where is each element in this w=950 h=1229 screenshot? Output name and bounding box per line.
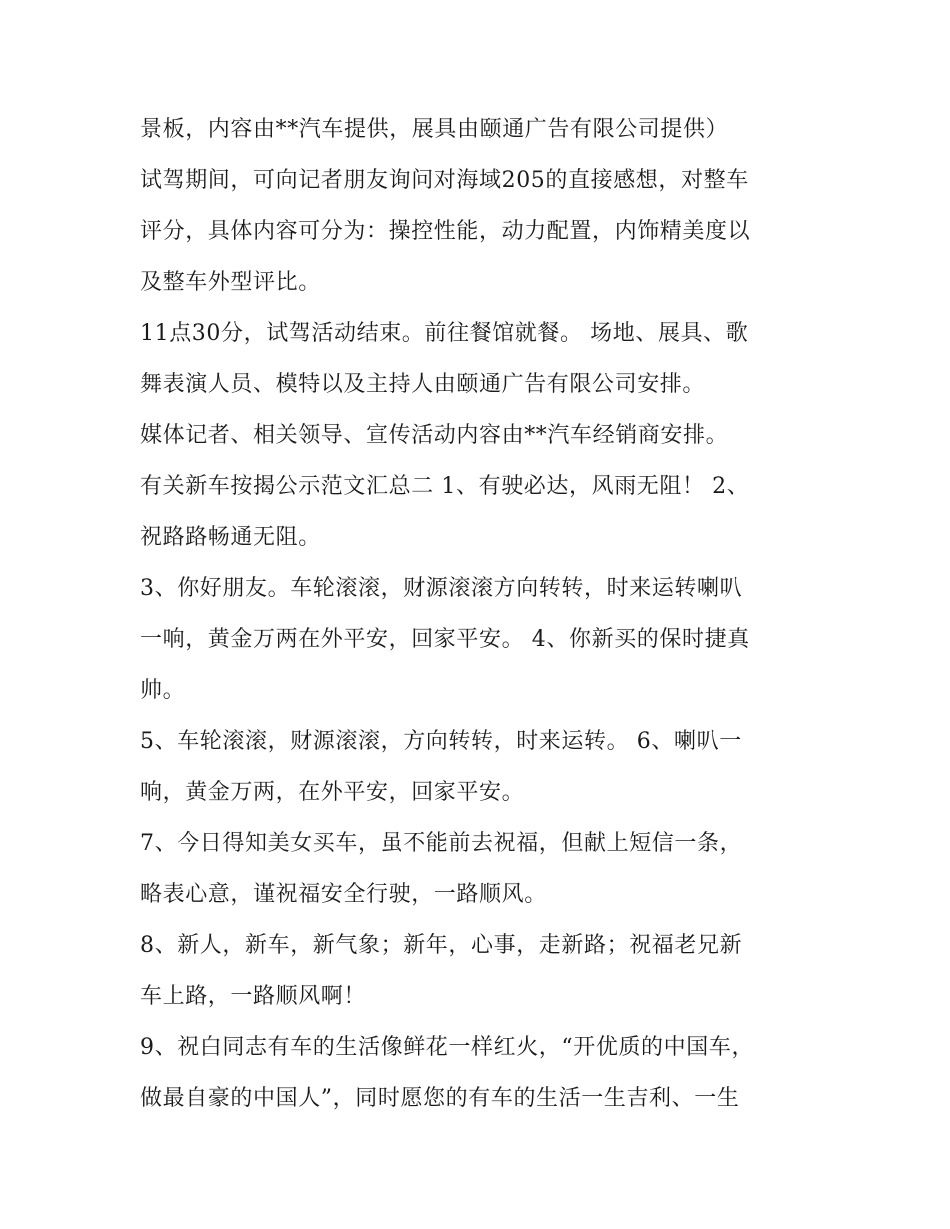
text-line: 略表心意，谨祝福安全行驶，一路顺风。 (140, 882, 547, 907)
text-line: 9、祝白同志有车的生活像鲜花一样红火，“开优质的中国车， (140, 1035, 755, 1060)
text-line: 7、今日得知美女买车，虽不能前去祝福，但献上短信一条， (140, 831, 743, 856)
text-line: 车上路，一路顺风啊！ (140, 984, 367, 1009)
text-line: 舞表演人员、模特以及主持人由颐通广告有限公司安排。 (140, 372, 706, 397)
text-line: 帅。 (140, 678, 186, 703)
text-line: 祝路路畅通无阻。 (140, 525, 321, 550)
text-line: 5、车轮滚滚，财源滚滚，方向转转，时来运转。 6、喇叭一 (140, 729, 742, 754)
text-line: 一响，黄金万两在外平安，回家平安。 4、你新买的保时捷真 (140, 627, 750, 652)
body-text (140, 104, 830, 1124)
text-line: 3、你好朋友。车轮滚滚，财源滚滚方向转转，时来运转喇叭 (140, 576, 743, 601)
text-line: 及整车外型评比。 (140, 270, 321, 295)
text-line: 有关新车按揭公示范文汇总二 1、有驶必达，风雨无阻！ 2、 (140, 474, 750, 499)
text-line: 景板，内容由**汽车提供，展具由颐通广告有限公司提供） (140, 117, 729, 142)
text-line: 响，黄金万两，在外平安，回家平安。 (140, 780, 525, 805)
text-line: 做最自豪的中国人”，同时愿您的有车的生活一生吉利、一生 (140, 1086, 740, 1111)
text-line: 8、新人，新车，新气象；新年，心事，走新路；祝福老兄新 (140, 933, 743, 958)
text-line: 评分，具体内容可分为：操控性能，动力配置，内饰精美度以 (140, 219, 751, 244)
text-line: 媒体记者、相关领导、宣传活动内容由**汽车经销商安排。 (140, 423, 729, 448)
text-line: 11点30分，试驾活动结束。前往餐馆就餐。 场地、展具、歌 (140, 321, 749, 346)
text-line: 试驾期间，可向记者朋友询问对海域205的直接感想，对整车 (140, 168, 749, 193)
